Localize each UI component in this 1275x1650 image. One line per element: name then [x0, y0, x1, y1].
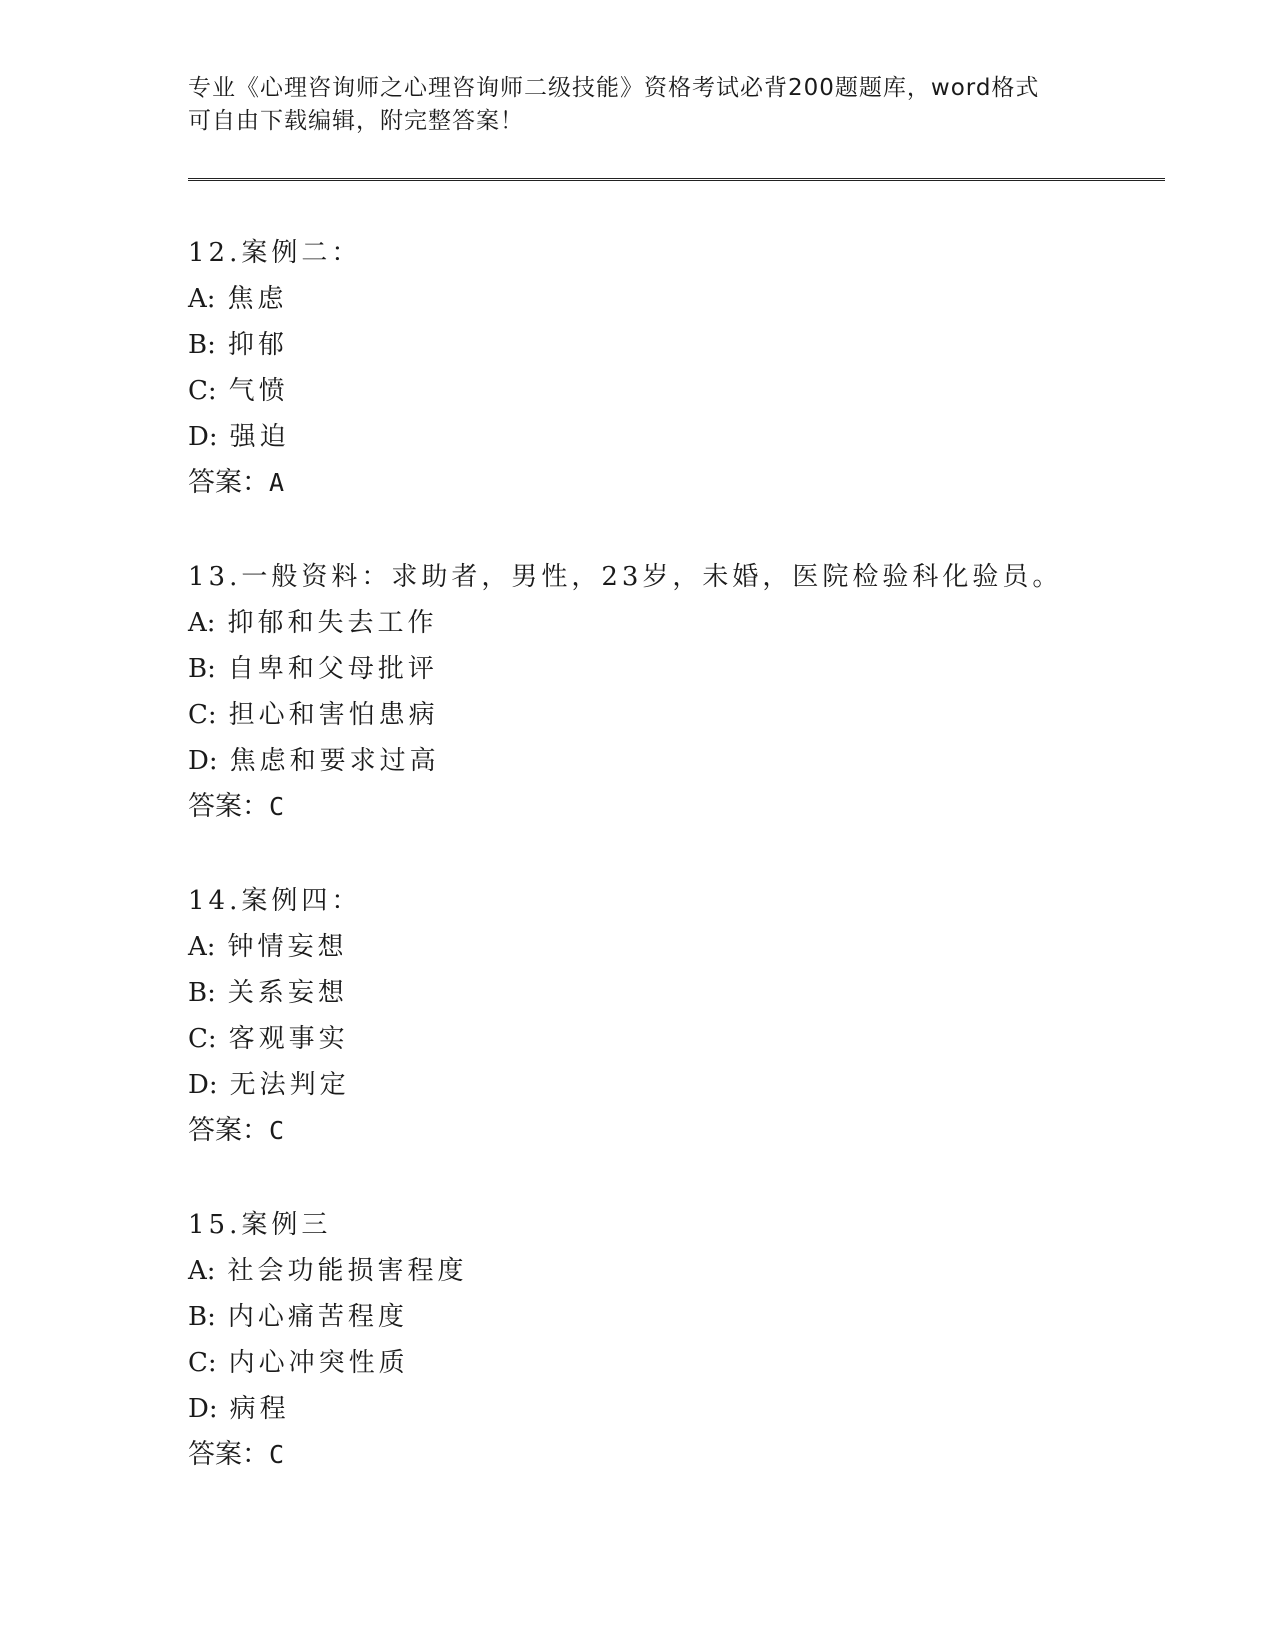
option-prefix: C:: [188, 1348, 217, 1378]
option-prefix: D:: [188, 1394, 218, 1424]
answer-value: C: [269, 792, 285, 821]
question-stem: 15.案例三: [188, 1210, 332, 1240]
question-stem: 12.案例二：: [188, 238, 362, 268]
answer-line: [188, 460, 1138, 506]
option-text: 钟情妄想: [227, 932, 348, 962]
option-prefix: C:: [188, 700, 217, 730]
option-a: [188, 924, 1138, 970]
option-text: 焦虑和要求过高: [229, 746, 440, 776]
option-text: 病程: [229, 1394, 290, 1424]
option-prefix: A:: [188, 608, 216, 638]
question-item: [188, 878, 1138, 1154]
header-title-line-1: 专业《心理咨询师之心理咨询师二级技能》资格考试必背200题题库，word格式: [188, 75, 1040, 101]
option-b: [188, 970, 1138, 1016]
option-prefix: D:: [188, 1070, 218, 1100]
option-prefix: C:: [188, 376, 217, 406]
option-b: [188, 322, 1138, 368]
option-prefix: A:: [188, 932, 216, 962]
option-c: [188, 368, 1138, 414]
answer-label: 答案：: [188, 1439, 269, 1470]
answer-value: A: [269, 468, 285, 497]
option-prefix: B:: [188, 330, 216, 360]
option-d: [188, 414, 1138, 460]
answer-line: [188, 1432, 1138, 1478]
option-text: 客观事实: [228, 1024, 349, 1054]
option-d: [188, 1062, 1138, 1108]
option-prefix: D:: [188, 746, 218, 776]
option-prefix: B:: [188, 978, 216, 1008]
option-text: 社会功能损害程度: [227, 1256, 468, 1286]
option-text: 内心痛苦程度: [227, 1302, 408, 1332]
option-prefix: C:: [188, 1024, 217, 1054]
answer-label: 答案：: [188, 791, 269, 822]
option-prefix: A:: [188, 284, 216, 314]
question-list: [188, 230, 1138, 1526]
answer-line: [188, 1108, 1138, 1154]
question-item: [188, 554, 1138, 830]
option-prefix: D:: [188, 422, 218, 452]
option-prefix: A:: [188, 1256, 216, 1286]
option-text: 抑郁: [227, 330, 288, 360]
header-title-line-2: 可自由下载编辑，附完整答案！: [188, 108, 524, 134]
answer-value: C: [269, 1116, 285, 1145]
question-stem: 14.案例四：: [188, 886, 362, 916]
answer-line: [188, 784, 1138, 830]
option-text: 自卑和父母批评: [227, 654, 438, 684]
option-d: [188, 738, 1138, 784]
option-b: [188, 646, 1138, 692]
option-a: [188, 276, 1138, 322]
question-item: [188, 230, 1138, 506]
answer-value: C: [269, 1440, 285, 1469]
answer-label: 答案：: [188, 1115, 269, 1146]
option-a: [188, 600, 1138, 646]
option-b: [188, 1294, 1138, 1340]
option-c: [188, 692, 1138, 738]
option-prefix: B:: [188, 654, 216, 684]
question-item: [188, 1202, 1138, 1478]
option-text: 气愤: [228, 376, 289, 406]
option-c: [188, 1016, 1138, 1062]
header-divider: [188, 178, 1165, 181]
option-text: 无法判定: [229, 1070, 350, 1100]
option-d: [188, 1386, 1138, 1432]
option-prefix: B:: [188, 1302, 216, 1332]
option-text: 内心冲突性质: [228, 1348, 409, 1378]
option-text: 抑郁和失去工作: [227, 608, 438, 638]
option-a: [188, 1248, 1138, 1294]
option-text: 焦虑: [227, 284, 288, 314]
document-header: [188, 72, 1088, 138]
option-c: [188, 1340, 1138, 1386]
option-text: 强迫: [229, 422, 290, 452]
answer-label: 答案：: [188, 467, 269, 498]
question-stem: 13.一般资料：求助者，男性，23岁，未婚，医院检验科化验员。: [188, 562, 1063, 592]
option-text: 关系妄想: [227, 978, 348, 1008]
option-text: 担心和害怕患病: [228, 700, 439, 730]
